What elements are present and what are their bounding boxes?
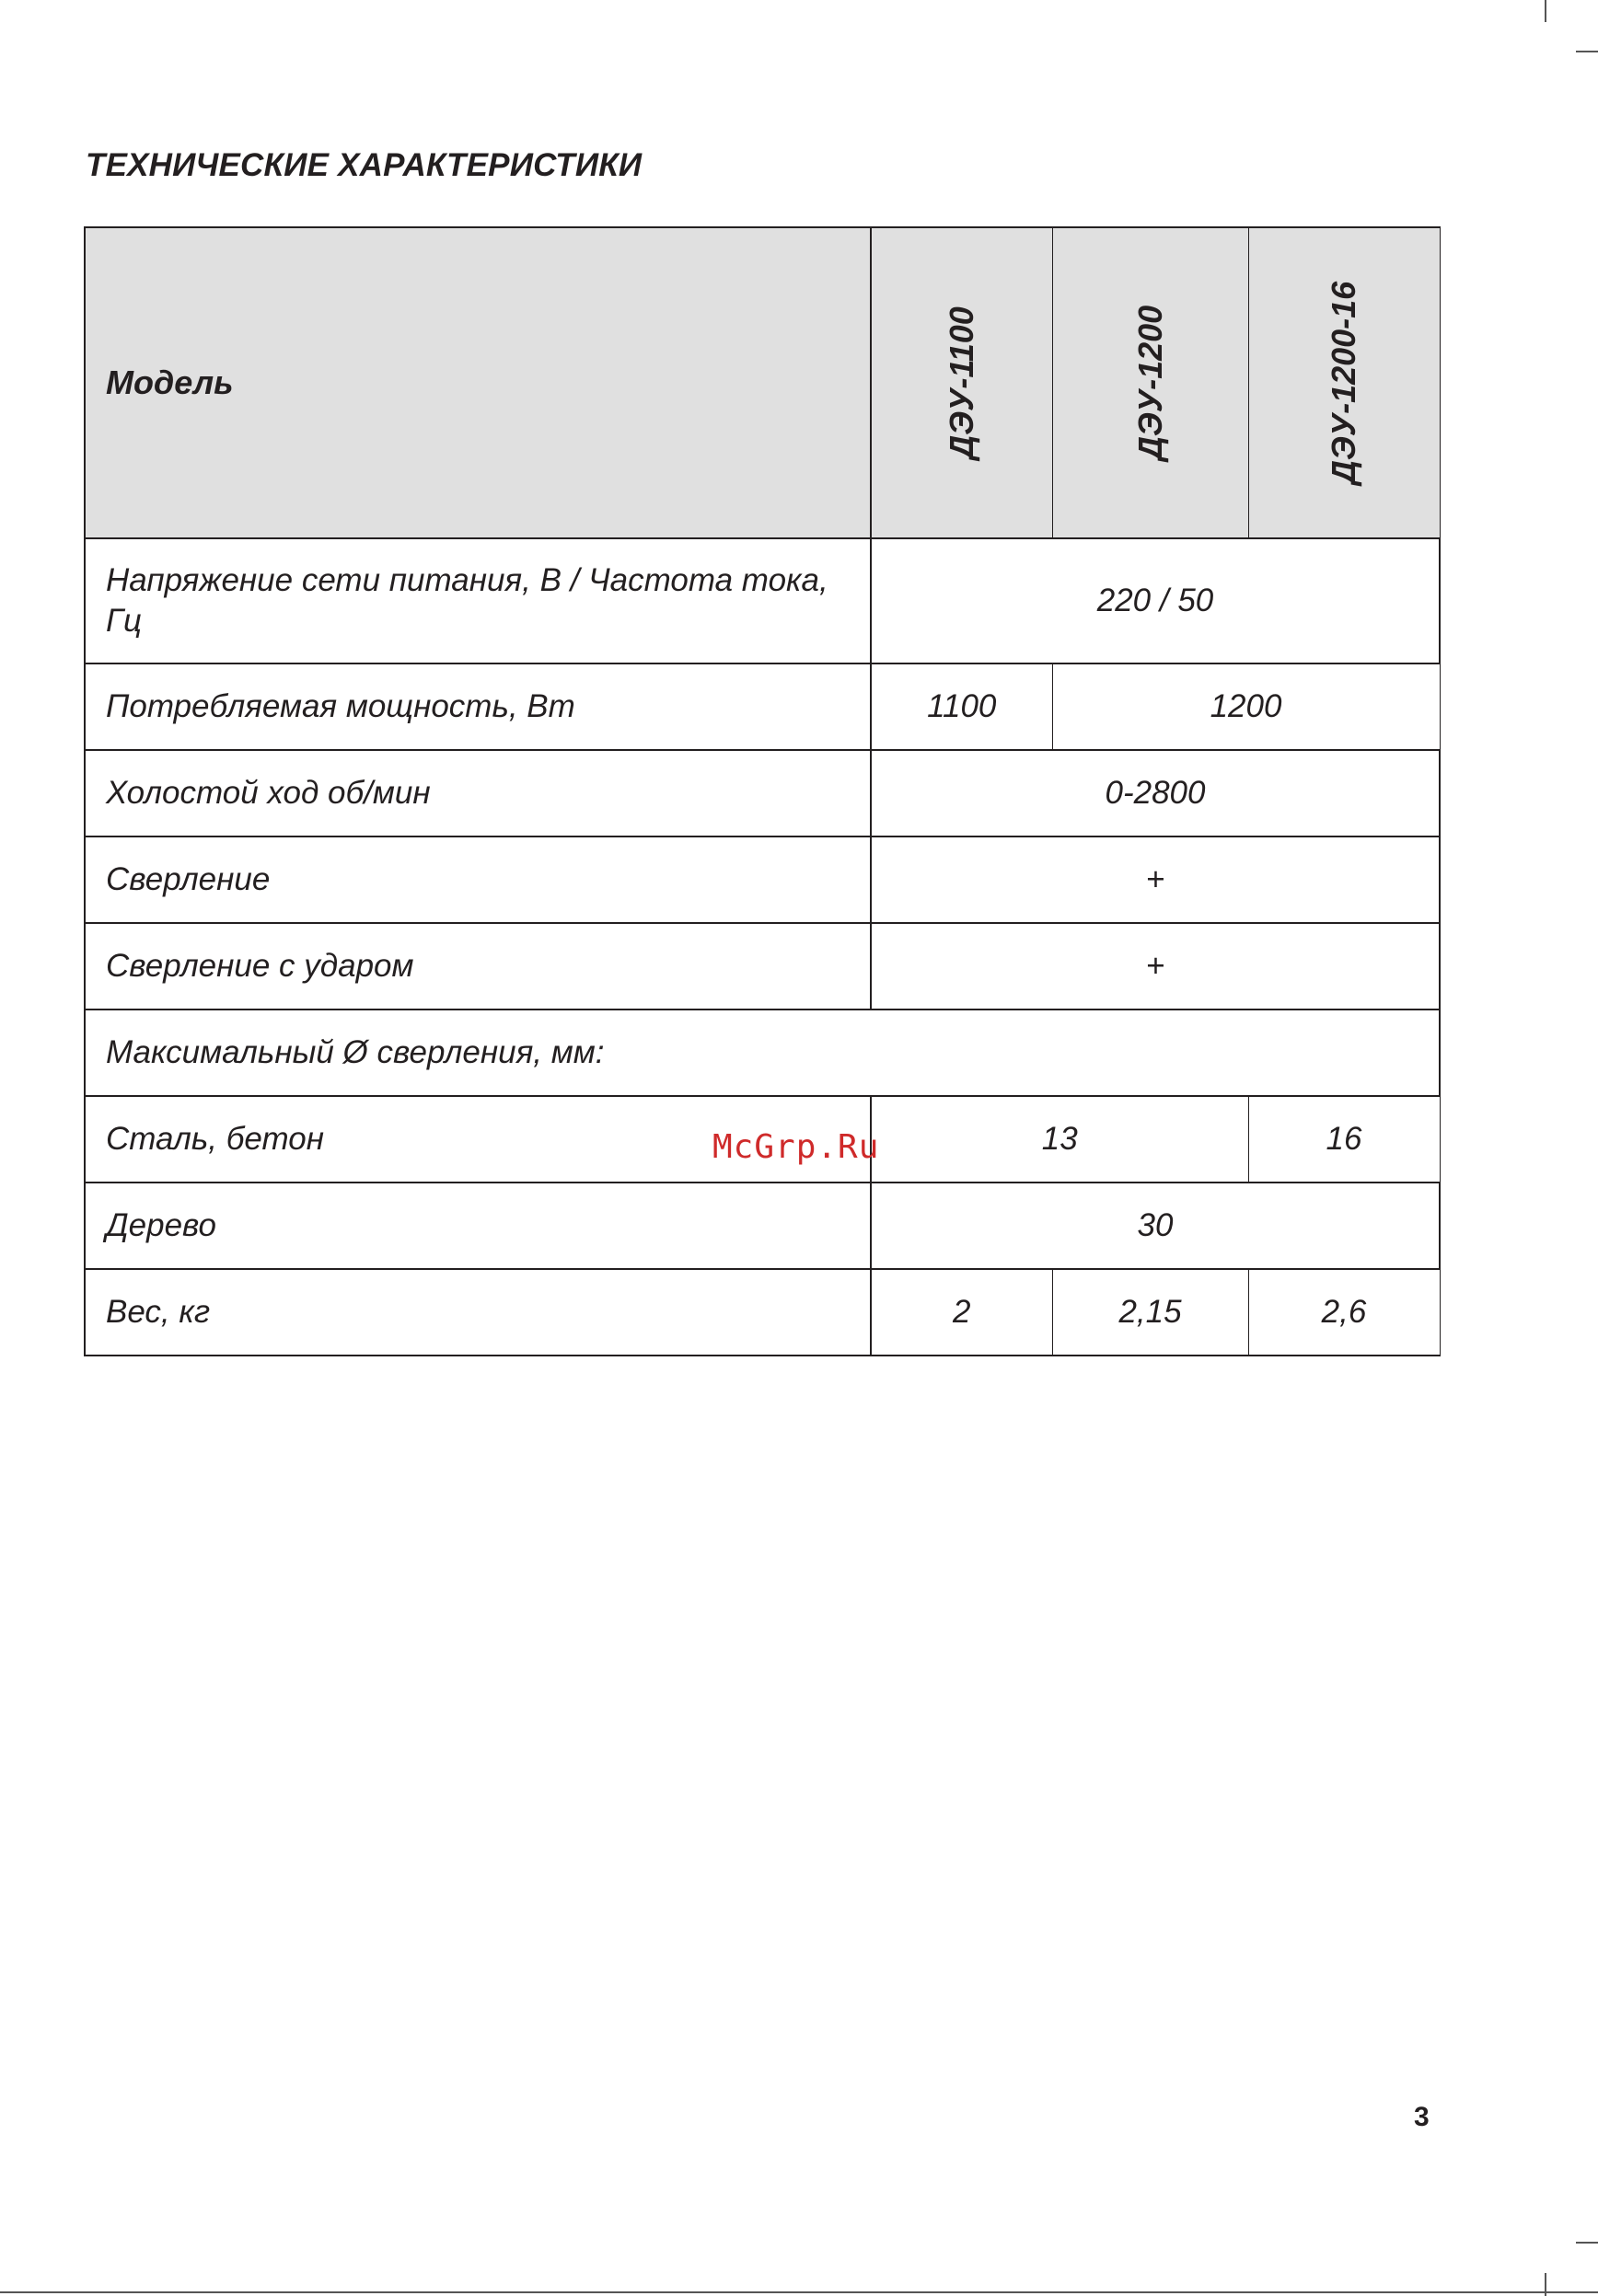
model-name: ДЭУ-1200-16 <box>1325 281 1362 485</box>
page-title: ТЕХНИЧЕСКИЕ ХАРАКТЕРИСТИКИ <box>86 147 643 183</box>
row-label: Холостой ход об/мин <box>85 750 871 836</box>
table-row <box>85 1183 1440 1269</box>
row-value: 220 / 50 <box>871 538 1440 663</box>
row-value: 30 <box>871 1183 1440 1269</box>
row-value: 13 <box>871 1096 1248 1183</box>
row-label: Сталь, бетон <box>85 1096 871 1183</box>
table-header-row <box>85 227 1440 538</box>
row-label: Сверление с ударом <box>85 923 871 1010</box>
row-value: 16 <box>1248 1096 1440 1183</box>
table-row <box>85 750 1440 836</box>
table-row <box>85 923 1440 1010</box>
crop-mark-bottom-right <box>1576 2242 1598 2244</box>
page-bottom-rule <box>0 2291 1598 2293</box>
row-value: 1200 <box>1052 663 1440 750</box>
row-value: 0-2800 <box>871 750 1440 836</box>
crop-mark-top <box>1545 0 1546 22</box>
page-number: 3 <box>1414 2102 1430 2132</box>
table-row <box>85 836 1440 923</box>
watermark: McGrp.Ru <box>712 1128 880 1166</box>
table-row <box>85 538 1440 663</box>
row-value: 2 <box>871 1269 1052 1356</box>
model-name: ДЭУ-1200 <box>1130 305 1169 461</box>
row-label: Напряжение сети питания, В / Частота тока, Гц <box>85 538 871 663</box>
row-label: Потребляемая мощность, Вт <box>85 663 871 750</box>
row-value: 1100 <box>871 663 1052 750</box>
row-value: 2,6 <box>1248 1269 1440 1356</box>
row-value: + <box>871 923 1440 1010</box>
row-label: Максимальный Ø сверления, мм: <box>85 1010 1440 1096</box>
row-label: Дерево <box>85 1183 871 1269</box>
table-row <box>85 663 1440 750</box>
row-value: + <box>871 836 1440 923</box>
row-label: Сверление <box>85 836 871 923</box>
spec-table <box>84 226 1441 1356</box>
table-row <box>85 1010 1440 1096</box>
model-name: ДЭУ-1100 <box>942 306 980 459</box>
row-label: Вес, кг <box>85 1269 871 1356</box>
model-header-cell <box>871 227 1052 538</box>
crop-mark-top-right <box>1576 51 1598 52</box>
model-header-label: Модель <box>85 227 871 538</box>
table-row <box>85 1269 1440 1356</box>
model-header-cell <box>1052 227 1248 538</box>
model-header-cell <box>1248 227 1440 538</box>
row-value: 2,15 <box>1052 1269 1248 1356</box>
